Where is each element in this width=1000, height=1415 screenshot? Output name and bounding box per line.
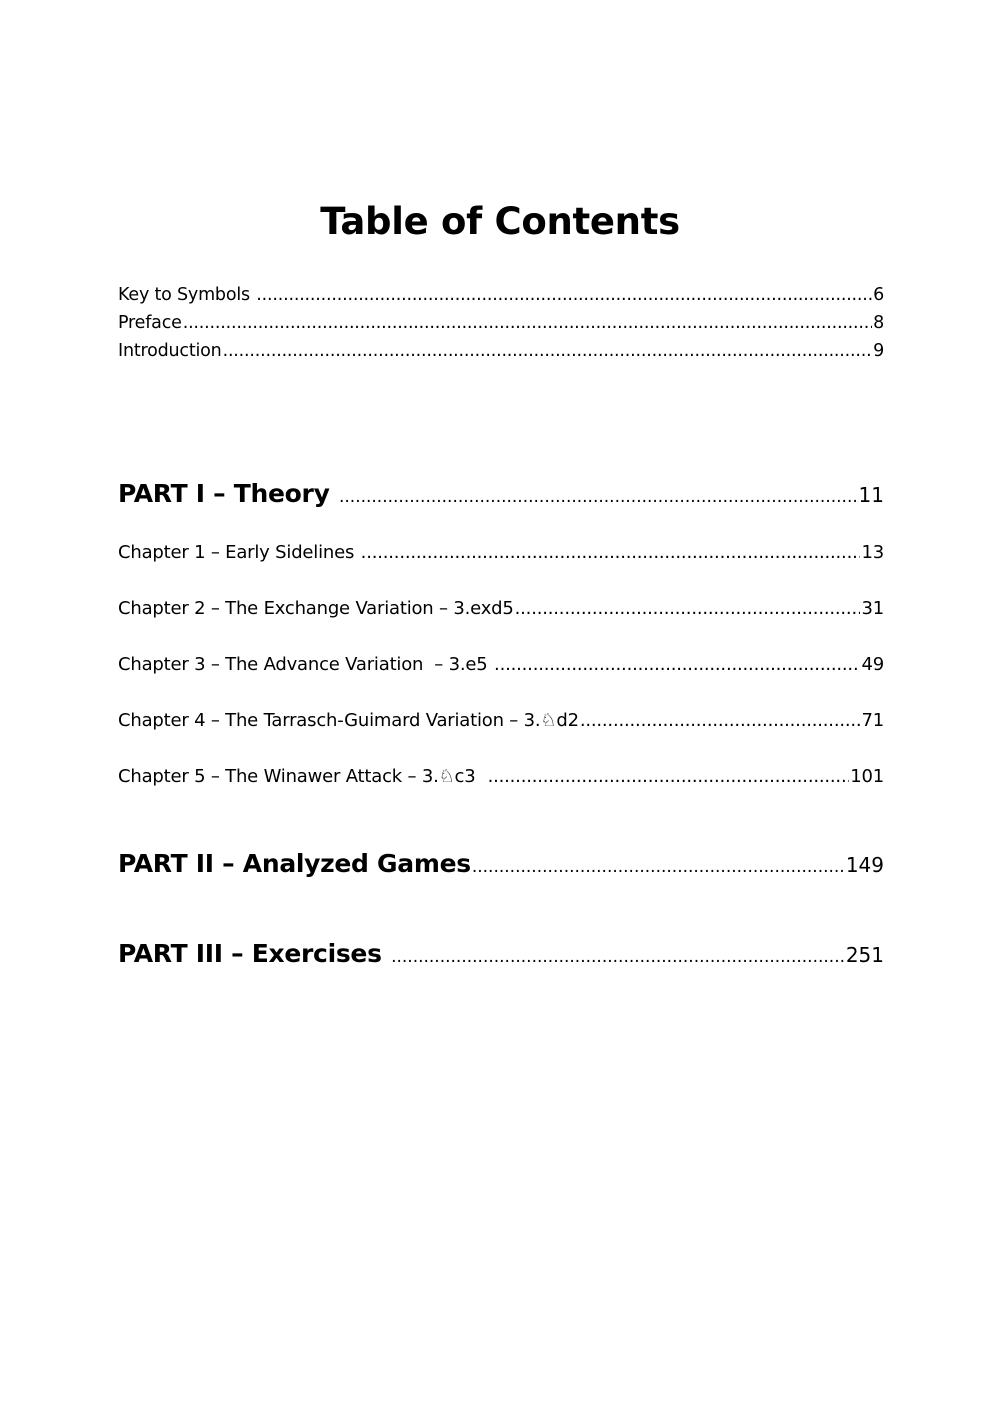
- toc-page-number: 149: [845, 853, 884, 877]
- toc-chapter-label: Chapter 5 – The Winawer Attack – 3.♘c3: [118, 766, 487, 787]
- toc-page-number: 11: [858, 483, 884, 507]
- toc-page-number: 13: [861, 542, 884, 563]
- toc-chapter-4[interactable]: [118, 708, 884, 734]
- toc-page-number: 6: [873, 285, 884, 305]
- toc-chapter-label: Chapter 4 – The Tarrasch-Guimard Variation – 3.♘d2: [118, 710, 579, 731]
- toc-chapter-3[interactable]: [118, 652, 884, 678]
- toc-page-number: 101: [850, 766, 884, 787]
- dot-leader: [339, 481, 858, 513]
- dot-leader: [472, 851, 845, 883]
- dot-leader: [391, 941, 845, 973]
- toc-chapter-label: Chapter 2 – The Exchange Variation – 3.exd5: [118, 598, 514, 619]
- dot-leader: [183, 311, 872, 335]
- toc-page-number: 251: [845, 943, 884, 967]
- dot-leader: [488, 764, 850, 790]
- toc-chapter-1[interactable]: [118, 540, 884, 566]
- toc-part-3[interactable]: [118, 938, 884, 973]
- toc-page-number: 49: [861, 654, 884, 675]
- toc-entry-preface[interactable]: [118, 311, 884, 335]
- toc-part-1[interactable]: [118, 478, 884, 513]
- toc-part-2[interactable]: [118, 848, 884, 883]
- toc-chapter-2[interactable]: [118, 596, 884, 622]
- toc-entry-label: Preface: [118, 313, 182, 333]
- toc-entry-label: Key to Symbols: [118, 285, 256, 305]
- toc-page-number: 71: [861, 710, 884, 731]
- toc-part-label: PART I – Theory: [118, 479, 338, 508]
- toc-part-label: PART II – Analyzed Games: [118, 849, 471, 878]
- toc-chapter-label: Chapter 1 – Early Sidelines: [118, 542, 360, 563]
- dot-leader: [580, 708, 861, 734]
- toc-chapter-label: Chapter 3 – The Advance Variation – 3.e5: [118, 654, 494, 675]
- dot-leader: [494, 652, 860, 678]
- page-title: Table of Contents: [320, 200, 680, 243]
- toc-page-number: 31: [861, 598, 884, 619]
- dot-leader: [256, 283, 872, 307]
- toc-part-label: PART III – Exercises: [118, 939, 391, 968]
- toc-entry-label: Introduction: [118, 341, 222, 361]
- dot-leader: [361, 540, 861, 566]
- toc-entry-introduction[interactable]: [118, 339, 884, 363]
- toc-entry-key-to-symbols[interactable]: [118, 283, 884, 307]
- dot-leader: [223, 339, 872, 363]
- toc-chapter-5[interactable]: [118, 764, 884, 790]
- dot-leader: [515, 596, 861, 622]
- toc-page-number: 8: [873, 313, 884, 333]
- toc-page-number: 9: [873, 341, 884, 361]
